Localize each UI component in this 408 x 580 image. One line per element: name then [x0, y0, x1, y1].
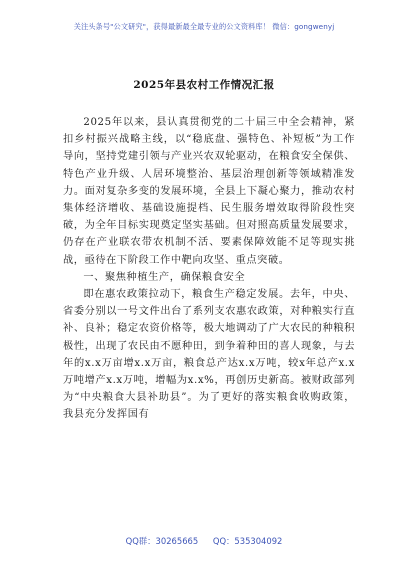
header-banner: 关注头条号"公文研究"，获得最新最全最专业的公文资料库！ 微信：gongwenyj — [73, 22, 335, 31]
document-title: 2025年县农村工作情况汇报 — [133, 79, 275, 91]
qq-contact-label: QQ：535304092 — [212, 536, 283, 546]
section-heading: 一、聚焦种植生产，确保粮食安全 — [83, 271, 246, 283]
footer-contacts — [0, 535, 408, 547]
document-body — [63, 114, 355, 424]
section-paragraph: 即在惠农政策拉动下，粮食生产稳定发展。去年，中央、省委分别以一号文件出台了系列支农惠农政策，对种粮实行直补、良补；稳定农资价格等，极大地调动了广大农民的种粮积极性，出现了农民由不愿种田，到争着种田的喜人现象，与去年的x.x万亩增x.x万亩，粮食总产达x.x万吨，较x年总产x.x万吨增产x.x万吨，增幅为x.x%，再创历史新高。被财政部列为“中央粮食大县补助县”。为了更好的落实粮食收购政策，我县充分发挥国有 — [63, 289, 355, 421]
qq-group-label: QQ群：30265665 — [125, 536, 199, 546]
intro-paragraph: 2025年以来，县认真贯彻党的二十届三中全会精神，紧扣乡村振兴战略主线，以“稳底盘、强特色、补短板”为工作导向，坚持党建引领与产业兴农双轮驱动，在粮食安全保供、特色产业升级、人居环境整治、基层治理创新等领域精准发力。面对复杂多变的发展环境，全县上下凝心聚力，推动农村集体经济增收、基础设施提档、民生服务增效取得阶段性突破，为全年目标实现奠定坚实基础。但对照高质量发展要求，仍存在产业联农带农机制不活、要素保障效能不足等现实挑战，亟待在下阶段工作中靶向攻坚、重点突破。 — [63, 117, 355, 266]
